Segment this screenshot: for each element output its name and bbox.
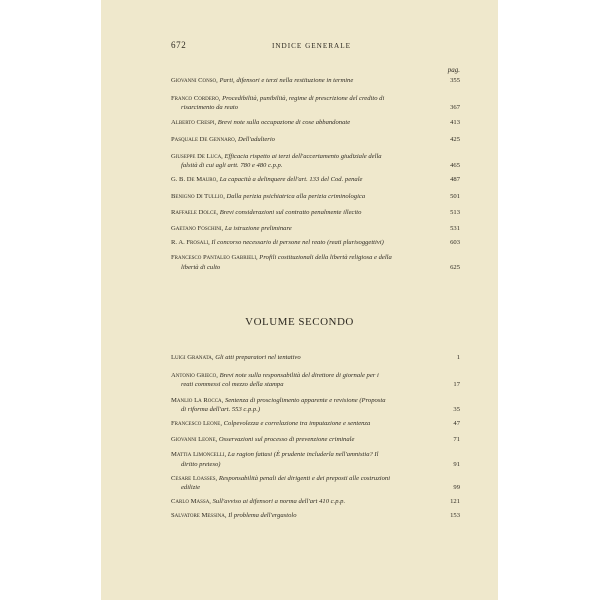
index-entry (171, 192, 460, 201)
entry-page: 47 (453, 420, 460, 428)
entry-author: R. A. Frosali, (171, 239, 210, 247)
entry-title: Brevi note sulla occupazione di cose abbandonate (217, 118, 351, 126)
entry-page: 487 (450, 176, 460, 184)
entry-title: Il problema dell'ergastolo (228, 512, 297, 520)
entry-page: 121 (450, 498, 460, 506)
index-entry (171, 435, 460, 444)
pag-label: pag. (447, 66, 460, 74)
entry-title-continued: falsità di cui agli artt. 780 e 480 c.p.p. (181, 162, 283, 170)
entry-page: 625 (450, 263, 460, 271)
index-entry (171, 224, 460, 233)
entry-title: Il concorso necessario di persone nel reato (reati plurisoggettivi) (211, 239, 384, 247)
index-entry (171, 396, 460, 414)
entry-title-continued: risarcimento da reato (181, 104, 239, 112)
index-entry (171, 497, 460, 506)
entry-title: Responsabilità penali dei dirigenti e dei preposti alle costruzioni (218, 474, 391, 482)
entry-page: 35 (453, 405, 460, 413)
index-entry (171, 253, 460, 271)
entry-title: Colpevolezza e correlazione tra imputazione e sentenza (223, 420, 371, 428)
entry-page: 99 (453, 484, 460, 492)
page-number: 672 (171, 40, 187, 50)
entry-author: Carlo Massa, (171, 498, 211, 506)
entry-title: Sentenza di proscioglimento apparente e revisione (Proposta (224, 396, 386, 404)
index-entry (171, 94, 460, 112)
book-page (101, 0, 498, 600)
entry-author: G. B. De Mauro, (171, 176, 218, 184)
entry-author: Manlio La Rocca, (171, 396, 224, 404)
entry-title: Parti, difensori e terzi nella restituzione in termine (219, 77, 354, 84)
index-entry (171, 208, 460, 217)
entry-author: Cesare Loasses, (171, 474, 218, 482)
entry-title: Osservazioni sul processo di prevenzione criminale (218, 436, 355, 444)
volume-heading: VOLUME SECONDO (245, 316, 354, 328)
entry-page: 1 (456, 354, 460, 361)
entry-page: 91 (453, 460, 460, 468)
entry-page: 501 (450, 192, 460, 200)
index-list-first (171, 76, 460, 272)
entry-title: Procedibilità, punibilità, regime di prescrizione del credito di (222, 95, 385, 103)
index-entry (171, 76, 460, 85)
index-entry (171, 474, 460, 492)
entry-page: 465 (450, 162, 460, 170)
entry-author: Alberto Crespi, (171, 118, 217, 126)
entry-title-continued: edilizie (181, 484, 201, 492)
entry-title-continued: libertà di culto (181, 263, 221, 271)
entry-title: Gli atti preparatori nel tentativo (215, 354, 301, 361)
entry-author: Antonio Grieco, (171, 372, 218, 380)
running-title: INDICE GENERALE (271, 42, 352, 50)
entry-author: Gaetano Foschini, (171, 225, 224, 233)
entry-author: Francesco Leone, (171, 420, 222, 428)
entry-author: Pasquale De Gennaro, (171, 135, 237, 143)
entry-author: Franco Cordero, (171, 95, 221, 103)
index-entry (171, 238, 460, 247)
entry-title: La capacità a delinquere dell'art. 133 del Cod. penale (219, 176, 363, 184)
entry-title: Sull'avviso ai difensori a norma dell'art 410 c.p.p. (212, 498, 346, 506)
entry-page: 17 (453, 381, 460, 389)
entry-title: La ragion fattasi (È prudente includerla nell'amnistia? Il (227, 451, 379, 459)
index-entry (171, 175, 460, 184)
entry-author: Giovanni Conso, (171, 77, 218, 84)
entry-page: 513 (450, 208, 460, 216)
entry-author: Raffaele Dolce, (171, 208, 219, 216)
entry-page: 367 (450, 104, 460, 112)
index-entry (171, 511, 460, 520)
index-entry (171, 450, 460, 468)
entry-title: Efficacia rispetto ai terzi dell'accertamento giudiziale della (224, 153, 382, 161)
index-entry (171, 152, 460, 170)
entry-author: Benigno Di Tullio, (171, 192, 225, 200)
entry-author: Salvatore Messina, (171, 512, 227, 520)
entry-title: Profili costituzionali della libertà religiosa e della (259, 254, 392, 262)
entry-title-continued: reati commessi col mezzo della stampa (181, 381, 284, 389)
entry-author: Francesco Pantaleo Gabrieli, (171, 254, 258, 262)
entry-author: Mattia Limoncelli, (171, 451, 227, 459)
entry-title: La istruzione preliminare (224, 225, 292, 233)
index-entry (171, 353, 460, 362)
entry-page: 531 (450, 225, 460, 233)
entry-title-continued: di riforma dell'art. 553 c.p.p.) (181, 405, 261, 413)
index-entry (171, 371, 460, 389)
index-list-second (171, 353, 460, 521)
index-entry (171, 135, 460, 144)
entry-author: Giuseppe De Luca, (171, 153, 223, 161)
index-entry (171, 419, 460, 428)
entry-title: Brevi note sulla responsabilità del direttore di giornale per i (219, 372, 379, 380)
entry-page: 413 (450, 118, 460, 126)
entry-author: Luigi Granata, (171, 354, 214, 361)
entry-page: 603 (450, 239, 460, 247)
entry-author: Giovanni Leone, (171, 436, 218, 444)
entry-title: Brevi considerazioni sul contratto penalmente illecito (219, 208, 362, 216)
entry-page: 153 (450, 512, 460, 520)
entry-page: 355 (450, 77, 460, 84)
entry-page: 71 (453, 436, 460, 444)
entry-page: 425 (450, 135, 460, 143)
entry-title: Dell'adulterio (238, 135, 275, 143)
entry-title-continued: diritto preteso) (181, 460, 221, 468)
entry-title: Dalla perizia psichiatrica alla perizia criminologica (226, 192, 366, 200)
index-entry (171, 118, 460, 127)
